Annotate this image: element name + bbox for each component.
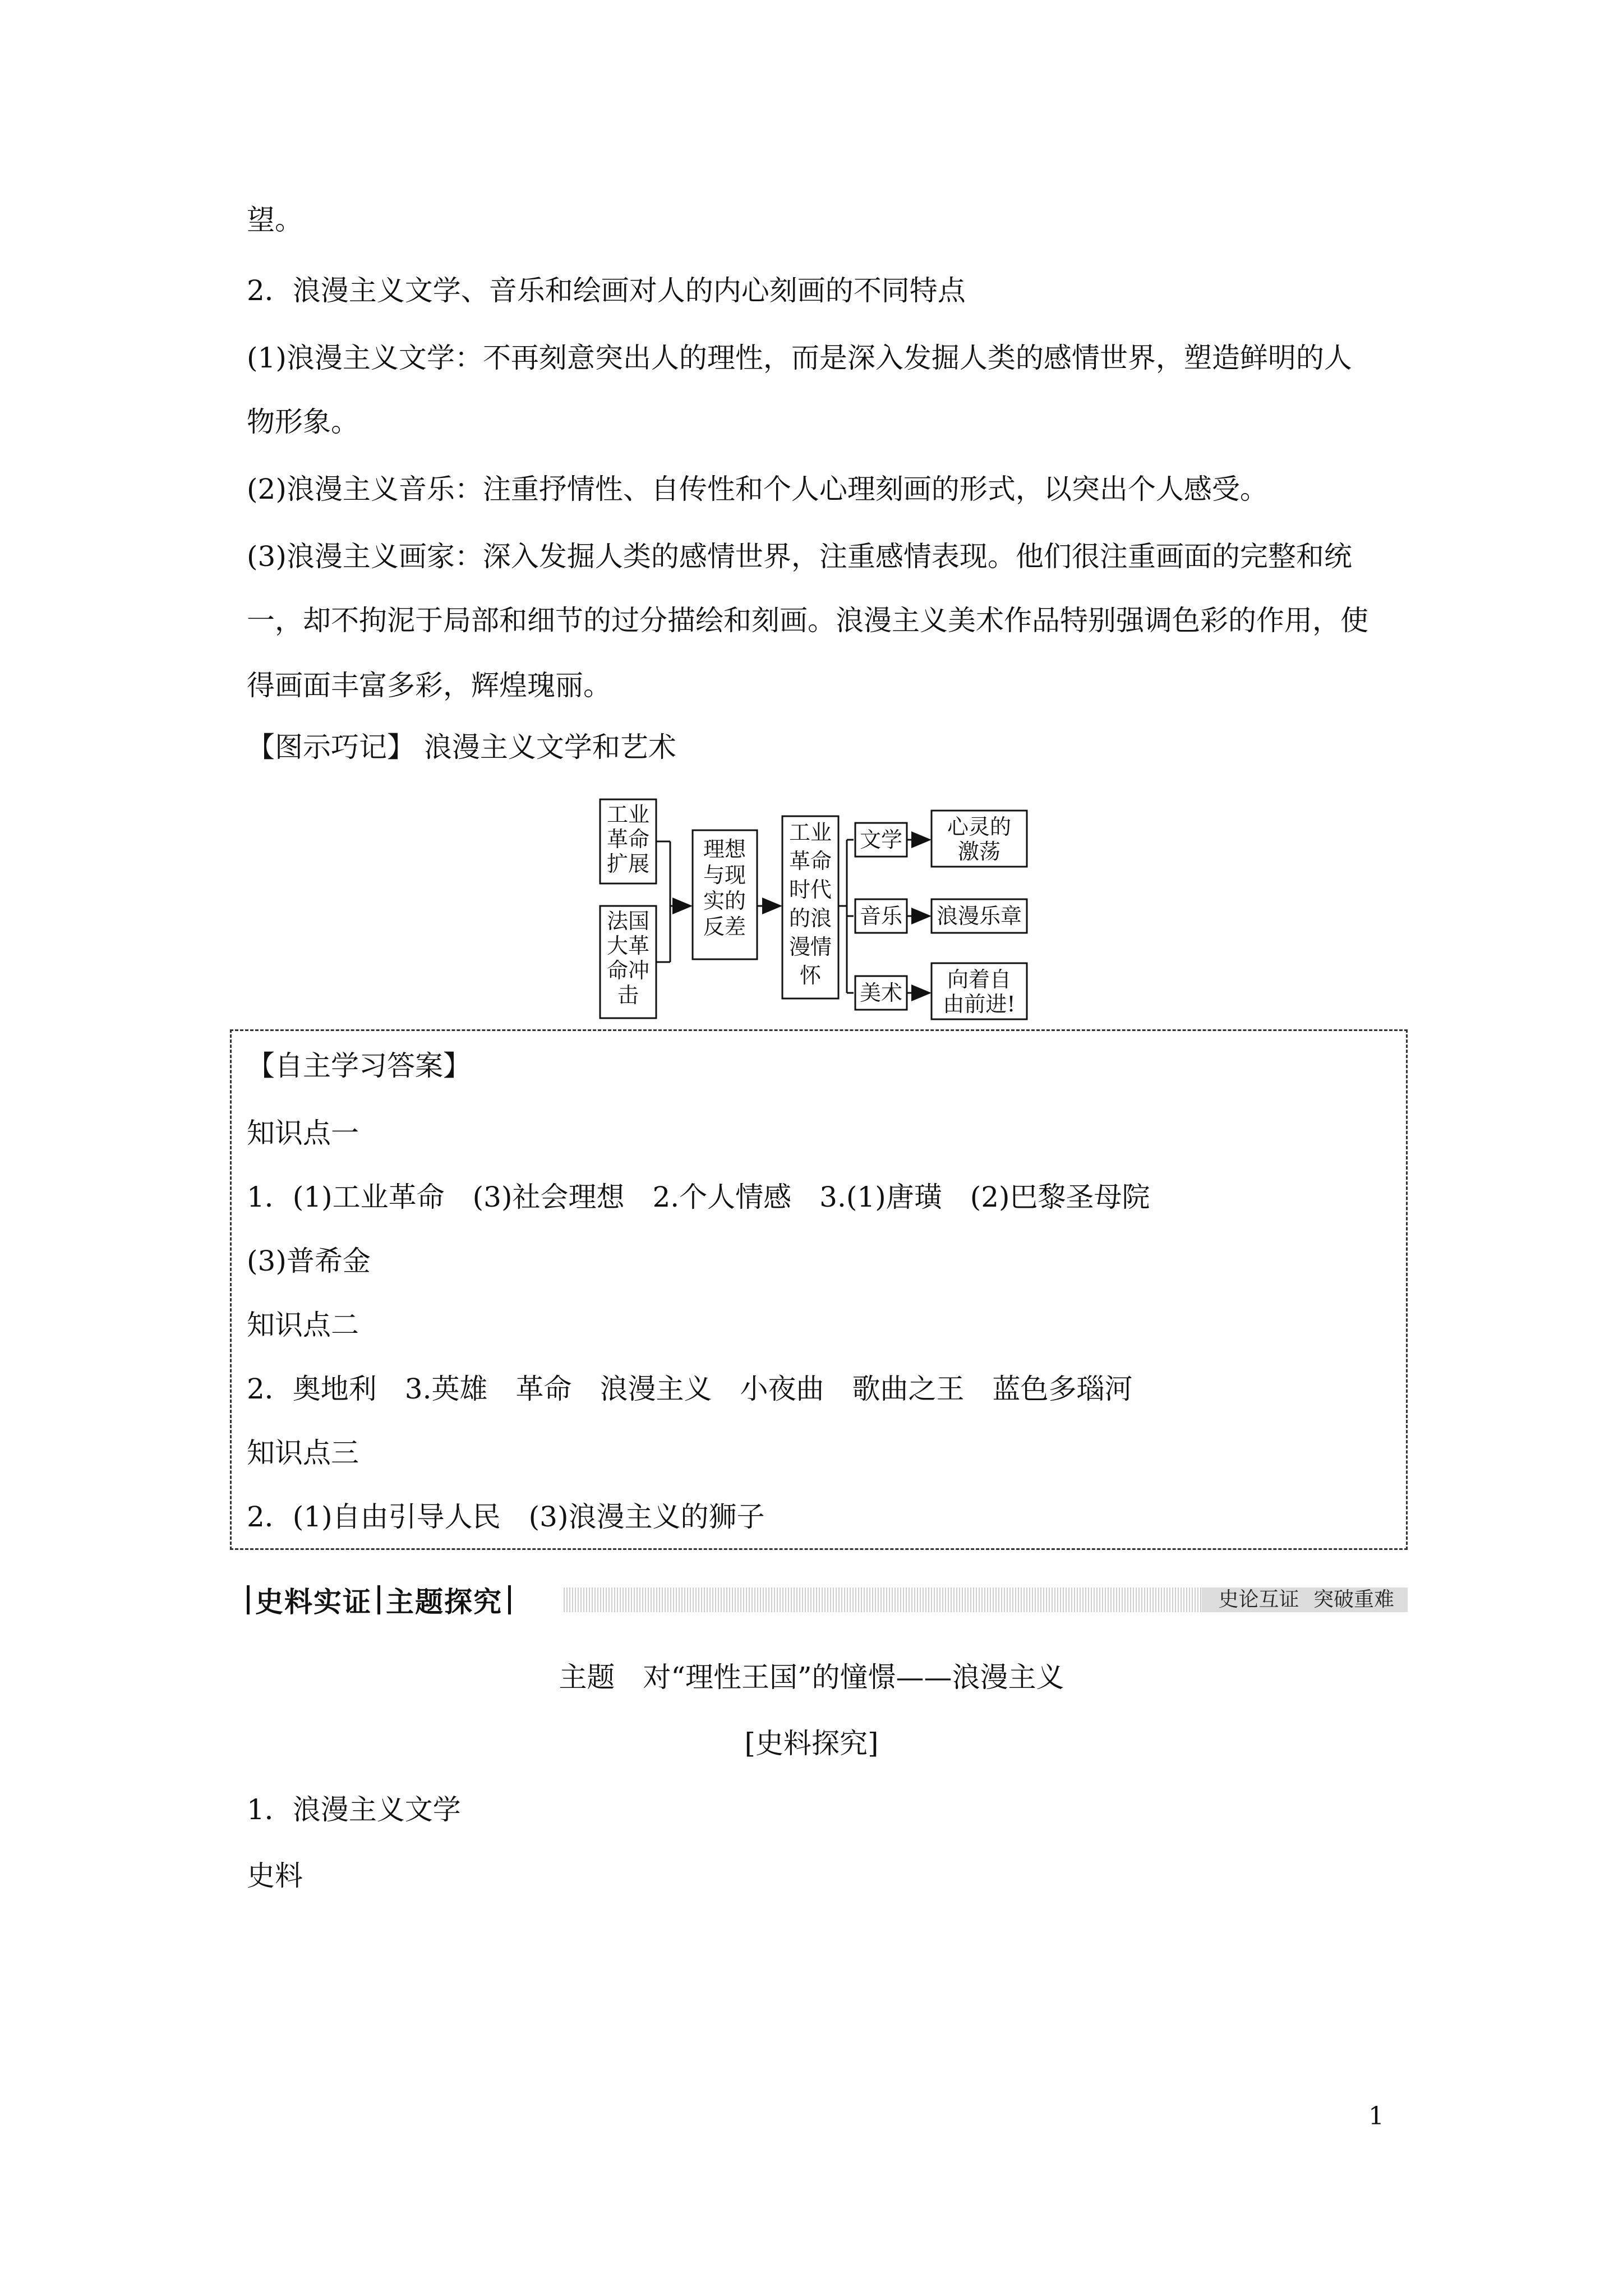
cause1-line2: 革命 bbox=[606, 827, 650, 852]
middle-line3: 实的 bbox=[703, 889, 746, 913]
banner-title bbox=[247, 1581, 517, 1619]
result-art-line1: 向着自 bbox=[947, 967, 1012, 992]
center-line2: 革命 bbox=[789, 849, 832, 873]
banner-left: 史料实证 bbox=[255, 1586, 372, 1618]
banner-divider bbox=[247, 1585, 250, 1614]
answers-k3-line1: 2．(1)自由引导人民 (3)浪漫主义的狮子 bbox=[247, 1501, 765, 1533]
cause2-line2: 大革 bbox=[606, 933, 650, 958]
result-art-line2: 由前进! bbox=[943, 992, 1016, 1016]
paragraph-continuation: 望。 bbox=[247, 204, 303, 236]
item-1-sub: 史料 bbox=[247, 1860, 303, 1892]
paragraph-painting-line2: 一，却不拘泥于局部和细节的过分描绘和刻画。浪漫主义美术作品特别强调色彩的作用，使 bbox=[247, 604, 1368, 637]
result-literature-line2: 激荡 bbox=[957, 839, 1001, 864]
result-music-line1: 浪漫乐章 bbox=[936, 904, 1022, 928]
paragraph-painting-line3: 得画面丰富多彩，辉煌瑰丽。 bbox=[247, 669, 611, 702]
cause2-line1: 法国 bbox=[606, 909, 650, 933]
cause2-line4: 击 bbox=[617, 983, 639, 1007]
item-1-heading: 1．浪漫主义文学 bbox=[247, 1793, 461, 1826]
banner-divider bbox=[377, 1585, 380, 1614]
middle-line1: 理想 bbox=[703, 837, 746, 862]
cause1-line1: 工业 bbox=[606, 802, 650, 827]
middle-line2: 与现 bbox=[703, 863, 746, 887]
knowledge-point-1: 知识点一 bbox=[247, 1117, 359, 1149]
paragraph-music: (2)浪漫主义音乐：注重抒情性、自传性和个人心理刻画的形式，以突出个人感受。 bbox=[247, 473, 1268, 505]
branch-literature-label: 文学 bbox=[859, 827, 903, 852]
center-line4: 的浪 bbox=[789, 906, 832, 931]
paragraph-literature-line1: (1)浪漫主义文学：不再刻意突出人的理性，而是深入发掘人类的感情世界，塑造鲜明的人 bbox=[247, 342, 1352, 374]
banner-tag: 史论互证 突破重难 bbox=[1202, 1588, 1408, 1612]
section-banner bbox=[247, 1581, 1408, 1619]
section-subtitle: [史料探究] bbox=[744, 1727, 879, 1760]
answers-k1-line1: 1．(1)工业革命 (3)社会理想 2.个人情感 3.(1)唐璜 (2)巴黎圣母院 bbox=[247, 1181, 1150, 1213]
middle-line4: 反差 bbox=[703, 914, 746, 939]
theme-title: 主题 对“理性王国”的憧憬——浪漫主义 bbox=[559, 1661, 1064, 1694]
page-number: 1 bbox=[1368, 2102, 1384, 2131]
center-line6: 怀 bbox=[799, 963, 822, 988]
banner-divider bbox=[508, 1585, 511, 1614]
answers-k2-line1: 2．奥地利 3.英雄 革命 浪漫主义 小夜曲 歌曲之王 蓝色多瑙河 bbox=[247, 1373, 1133, 1405]
cause1-line3: 扩展 bbox=[606, 852, 650, 876]
banner-right: 主题探究 bbox=[386, 1586, 502, 1618]
paragraph-literature-line2: 物形象。 bbox=[247, 406, 359, 438]
cause2-line3: 命冲 bbox=[606, 958, 650, 983]
tip-heading: 【图示巧记】 浪漫主义文学和艺术 bbox=[247, 731, 676, 763]
paragraph-painting-line1: (3)浪漫主义画家：深入发掘人类的感情世界，注重感情表现。他们很注重画面的完整和统 bbox=[247, 540, 1352, 573]
branch-music-label: 音乐 bbox=[859, 904, 903, 928]
knowledge-point-2: 知识点二 bbox=[247, 1309, 359, 1341]
answer-box bbox=[230, 1029, 1408, 1550]
answers-k1-line2: (3)普希金 bbox=[247, 1245, 371, 1277]
result-literature-line1: 心灵的 bbox=[947, 815, 1012, 839]
branch-art-label: 美术 bbox=[859, 981, 903, 1005]
answers-title: 【自主学习答案】 bbox=[247, 1050, 471, 1082]
center-line3: 时代 bbox=[789, 877, 832, 902]
heading-item-2: 2．浪漫主义文学、音乐和绘画对人的内心刻画的不同特点 bbox=[247, 274, 966, 307]
knowledge-point-3: 知识点三 bbox=[247, 1437, 359, 1469]
romanticism-diagram bbox=[589, 788, 1049, 1024]
center-line1: 工业 bbox=[789, 820, 832, 845]
center-line5: 漫情 bbox=[789, 935, 832, 959]
